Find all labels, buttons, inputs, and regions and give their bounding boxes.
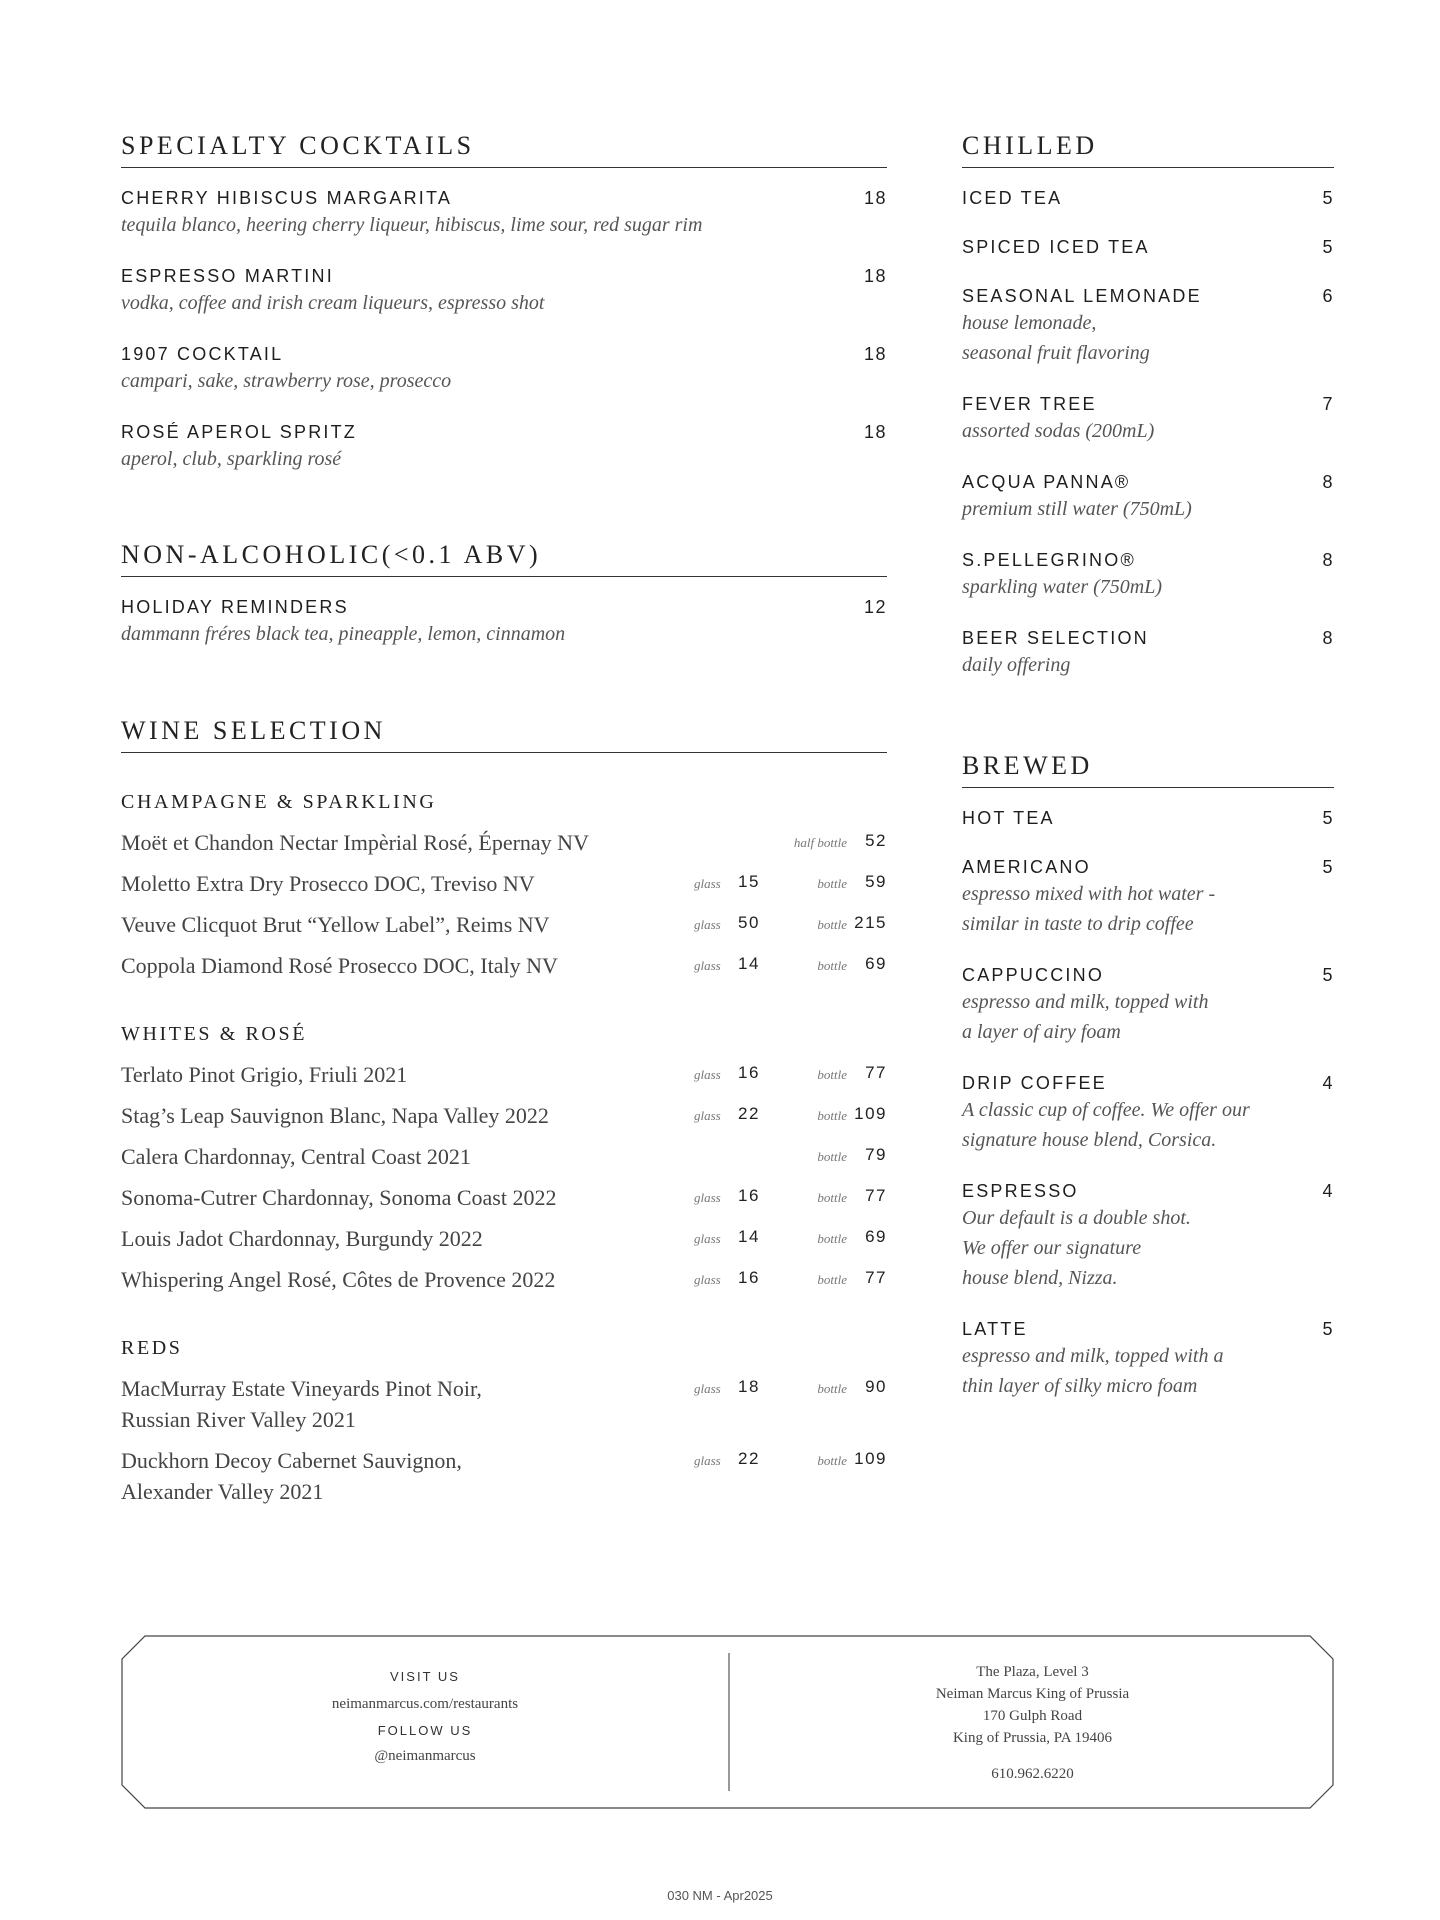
footer-online bbox=[121, 1667, 729, 1767]
wine-name: Moët et Chandon Nectar Impèrial Rosé, Épernay NV bbox=[121, 830, 589, 855]
item-price: 5 bbox=[1322, 808, 1334, 828]
phone-number: 610.962.6220 bbox=[991, 1766, 1074, 1782]
glass-label: glass bbox=[694, 1453, 721, 1468]
bottle-price: 90 bbox=[865, 1377, 887, 1396]
item-name: 1907 COCKTAIL bbox=[121, 344, 284, 364]
item-name: ESPRESSO bbox=[962, 1181, 1079, 1201]
bottle-price: 77 bbox=[865, 1186, 887, 1205]
item-name: S.PELLEGRINO® bbox=[962, 550, 1136, 570]
glass-label: glass bbox=[694, 876, 721, 891]
item-price: 8 bbox=[1322, 472, 1334, 492]
menu-item bbox=[962, 1071, 1334, 1155]
right-column bbox=[962, 130, 1334, 1401]
chilled-list bbox=[962, 168, 1334, 680]
specialty-list bbox=[121, 168, 887, 474]
menu-item bbox=[962, 186, 1334, 210]
item-price: 4 bbox=[1322, 1181, 1334, 1201]
bottle-label: bottle bbox=[817, 958, 847, 973]
menu-item bbox=[962, 392, 1334, 446]
item-name: SPICED ICED TEA bbox=[962, 237, 1150, 257]
glass-price: 16 bbox=[738, 1268, 760, 1287]
bottle-price: 52 bbox=[865, 831, 887, 850]
wine-name: Moletto Extra Dry Prosecco DOC, Treviso NV bbox=[121, 871, 535, 896]
item-name: LATTE bbox=[962, 1319, 1028, 1339]
wine-name: Whispering Angel Rosé, Côtes de Provence 2022 bbox=[121, 1267, 556, 1292]
whites-rose-group bbox=[121, 991, 887, 1304]
non-alcoholic-section bbox=[121, 539, 887, 649]
specialty-cocktails-section bbox=[121, 130, 887, 474]
item-name: BEER SELECTION bbox=[962, 628, 1149, 648]
address-line: Neiman Marcus King of Prussia bbox=[935, 1686, 1130, 1702]
wine-name: Louis Jadot Chardonnay, Burgundy 2022 bbox=[121, 1226, 483, 1251]
wine-row bbox=[121, 1182, 887, 1222]
menu-item bbox=[962, 806, 1334, 830]
bottle-price: 69 bbox=[865, 1227, 887, 1246]
menu-item bbox=[962, 284, 1334, 368]
menu-item bbox=[962, 963, 1334, 1047]
glass-price: 16 bbox=[738, 1186, 760, 1205]
menu-item bbox=[962, 1317, 1334, 1401]
menu-item bbox=[121, 595, 887, 649]
menu-item bbox=[962, 855, 1334, 939]
section-title: NON-ALCOHOLIC(<0.1 ABV) bbox=[121, 539, 887, 577]
visit-us-label: VISIT US bbox=[390, 1669, 460, 1684]
social-handle[interactable]: @neimanmarcus bbox=[374, 1748, 476, 1764]
item-description: A classic cup of coffee. We offer our signature house blend, Corsica. bbox=[962, 1099, 1250, 1151]
address-line: The Plaza, Level 3 bbox=[976, 1664, 1089, 1680]
wine-name: Terlato Pinot Grigio, Friuli 2021 bbox=[121, 1062, 408, 1087]
wine-row bbox=[121, 1264, 887, 1304]
item-name: HOLIDAY REMINDERS bbox=[121, 597, 349, 617]
item-price: 5 bbox=[1322, 188, 1334, 208]
menu-item bbox=[121, 342, 887, 396]
glass-label: glass bbox=[694, 1381, 721, 1396]
wine-row bbox=[121, 1223, 887, 1263]
menu-item bbox=[962, 235, 1334, 259]
item-name: HOT TEA bbox=[962, 808, 1055, 828]
glass-price: 22 bbox=[738, 1449, 760, 1468]
document-code: 030 NM - Apr2025 bbox=[667, 1888, 773, 1903]
wine-selection-section bbox=[121, 715, 887, 1507]
bottle-label: bottle bbox=[817, 1108, 847, 1123]
item-name: ROSÉ APEROL SPRITZ bbox=[121, 422, 357, 442]
glass-label: glass bbox=[694, 1067, 721, 1082]
item-description: assorted sodas (200mL) bbox=[962, 420, 1155, 442]
follow-us-label: FOLLOW US bbox=[377, 1723, 473, 1738]
bottle-label: bottle bbox=[817, 1381, 847, 1396]
wine-row bbox=[121, 827, 887, 867]
item-name: ESPRESSO MARTINI bbox=[121, 266, 334, 286]
item-price: 18 bbox=[863, 344, 887, 364]
reds-group bbox=[121, 1305, 887, 1507]
bottle-label: bottle bbox=[817, 1190, 847, 1205]
wine-row bbox=[121, 909, 887, 949]
item-price: 5 bbox=[1322, 1319, 1334, 1339]
menu-item bbox=[962, 626, 1334, 680]
section-title: SPECIALTY COCKTAILS bbox=[121, 130, 887, 168]
glass-label: glass bbox=[694, 1272, 721, 1287]
glass-price: 22 bbox=[738, 1104, 760, 1123]
item-description: espresso mixed with hot water - similar in taste to drip coffee bbox=[962, 883, 1216, 935]
section-title: CHILLED bbox=[962, 130, 1334, 168]
glass-price: 18 bbox=[738, 1377, 760, 1396]
glass-label: glass bbox=[694, 1190, 721, 1205]
menu-item bbox=[121, 186, 887, 240]
chilled-section bbox=[962, 130, 1334, 680]
bottle-price: 59 bbox=[865, 872, 887, 891]
wine-name: Calera Chardonnay, Central Coast 2021 bbox=[121, 1144, 471, 1169]
menu-item bbox=[962, 470, 1334, 524]
item-description: sparkling water (750mL) bbox=[962, 576, 1162, 598]
item-description: tequila blanco, heering cherry liqueur, hibiscus, lime sour, red sugar rim bbox=[121, 214, 703, 236]
item-price: 7 bbox=[1322, 394, 1334, 414]
subsection-title: CHAMPAGNE & SPARKLING bbox=[121, 791, 437, 813]
address-line: King of Prussia, PA 19406 bbox=[952, 1730, 1113, 1746]
bottle-label: bottle bbox=[817, 1453, 847, 1468]
wine-row bbox=[121, 1445, 887, 1507]
item-name: CAPPUCCINO bbox=[962, 965, 1105, 985]
item-price: 6 bbox=[1322, 286, 1334, 306]
bottle-label: bottle bbox=[817, 917, 847, 932]
subsection-title: WHITES & ROSÉ bbox=[121, 1023, 308, 1045]
wine-name: Veuve Clicquot Brut “Yellow Label”, Reims NV bbox=[121, 912, 550, 937]
contact-footer bbox=[121, 1635, 1334, 1809]
glass-price: 14 bbox=[738, 1227, 760, 1246]
section-title: WINE SELECTION bbox=[121, 715, 887, 753]
sparkling-group bbox=[121, 753, 887, 990]
wine-row bbox=[121, 1059, 887, 1099]
wine-row bbox=[121, 868, 887, 908]
address-line: 170 Gulph Road bbox=[982, 1708, 1083, 1724]
menu-item bbox=[121, 420, 887, 474]
item-price: 8 bbox=[1322, 628, 1334, 648]
bottle-label: bottle bbox=[817, 876, 847, 891]
item-price: 18 bbox=[863, 422, 887, 442]
item-description: campari, sake, strawberry rose, prosecco bbox=[121, 370, 452, 392]
glass-label: glass bbox=[694, 917, 721, 932]
item-description: house lemonade, seasonal fruit flavoring bbox=[962, 312, 1150, 364]
bottle-price: 79 bbox=[865, 1145, 887, 1164]
item-price: 4 bbox=[1322, 1073, 1334, 1093]
bottle-price: 69 bbox=[865, 954, 887, 973]
item-name: DRIP COFFEE bbox=[962, 1073, 1107, 1093]
item-name: FEVER TREE bbox=[962, 394, 1097, 414]
wine-row bbox=[121, 1141, 887, 1181]
left-column bbox=[121, 130, 887, 1508]
bottle-label: bottle bbox=[817, 1231, 847, 1246]
bottle-label: half bottle bbox=[793, 835, 847, 850]
wine-row bbox=[121, 1100, 887, 1140]
bottle-price: 109 bbox=[854, 1449, 887, 1468]
item-name: AMERICANO bbox=[962, 857, 1091, 877]
wine-name: Stag’s Leap Sauvignon Blanc, Napa Valley 2022 bbox=[121, 1103, 549, 1128]
bottle-price: 215 bbox=[854, 913, 887, 932]
item-name: SEASONAL LEMONADE bbox=[962, 286, 1202, 306]
section-title: BREWED bbox=[962, 750, 1334, 788]
glass-label: glass bbox=[694, 1108, 721, 1123]
item-price: 5 bbox=[1322, 965, 1334, 985]
bottle-price: 77 bbox=[865, 1063, 887, 1082]
item-name: CHERRY HIBISCUS MARGARITA bbox=[121, 188, 453, 208]
bottle-label: bottle bbox=[817, 1067, 847, 1082]
bottle-label: bottle bbox=[817, 1272, 847, 1287]
item-description: daily offering bbox=[962, 654, 1071, 676]
item-price: 18 bbox=[863, 266, 887, 286]
item-price: 5 bbox=[1322, 237, 1334, 257]
item-description: vodka, coffee and irish cream liqueurs, espresso shot bbox=[121, 292, 545, 314]
wine-name: MacMurray Estate Vineyards Pinot Noir, Russian River Valley 2021 bbox=[121, 1376, 482, 1432]
menu-item bbox=[121, 264, 887, 318]
item-name: ICED TEA bbox=[962, 188, 1063, 208]
footer-address bbox=[731, 1661, 1334, 1785]
brewed-section bbox=[962, 750, 1334, 1401]
glass-price: 16 bbox=[738, 1063, 760, 1082]
menu-item bbox=[962, 1179, 1334, 1293]
glass-label: glass bbox=[694, 958, 721, 973]
item-description: premium still water (750mL) bbox=[962, 498, 1192, 520]
subsection-title: REDS bbox=[121, 1337, 183, 1359]
item-price: 8 bbox=[1322, 550, 1334, 570]
wine-row bbox=[121, 950, 887, 990]
brewed-list bbox=[962, 788, 1334, 1401]
item-price: 12 bbox=[863, 597, 887, 617]
item-description: aperol, club, sparkling rosé bbox=[121, 448, 342, 470]
menu-item bbox=[962, 548, 1334, 602]
glass-label: glass bbox=[694, 1231, 721, 1246]
bottle-price: 77 bbox=[865, 1268, 887, 1287]
item-description: dammann fréres black tea, pineapple, lemon, cinnamon bbox=[121, 623, 566, 645]
item-price: 18 bbox=[863, 188, 887, 208]
glass-price: 15 bbox=[738, 872, 760, 891]
wine-name: Sonoma-Cutrer Chardonnay, Sonoma Coast 2022 bbox=[121, 1185, 557, 1210]
wine-row bbox=[121, 1373, 887, 1435]
non-alcoholic-list bbox=[121, 577, 887, 649]
item-price: 5 bbox=[1322, 857, 1334, 877]
item-description: espresso and milk, topped with a layer of airy foam bbox=[962, 991, 1209, 1043]
item-description: espresso and milk, topped with a thin layer of silky micro foam bbox=[962, 1345, 1224, 1397]
website-link[interactable]: neimanmarcus.com/restaurants bbox=[331, 1696, 519, 1712]
glass-price: 50 bbox=[738, 913, 760, 932]
glass-price: 14 bbox=[738, 954, 760, 973]
bottle-price: 109 bbox=[854, 1104, 887, 1123]
item-description: Our default is a double shot. We offer our signature house blend, Nizza. bbox=[962, 1207, 1191, 1289]
bottle-label: bottle bbox=[817, 1149, 847, 1164]
wine-name: Coppola Diamond Rosé Prosecco DOC, Italy NV bbox=[121, 953, 558, 978]
wine-name: Duckhorn Decoy Cabernet Sauvignon, Alexander Valley 2021 bbox=[121, 1448, 462, 1504]
item-name: ACQUA PANNA® bbox=[962, 472, 1131, 492]
